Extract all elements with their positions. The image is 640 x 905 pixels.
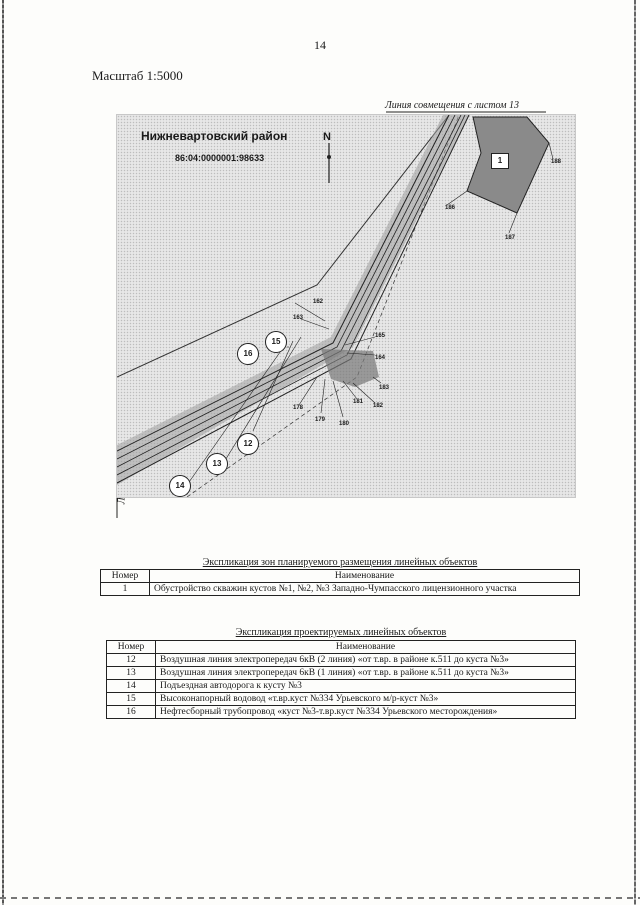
leader-line <box>301 319 329 329</box>
scan-edge-bottom <box>0 897 640 899</box>
point-label: 181 <box>353 399 364 405</box>
corridor-line <box>117 115 461 467</box>
point-label: 180 <box>339 421 350 427</box>
page-number: 14 <box>314 38 326 52</box>
leader-line <box>299 377 317 405</box>
column-header: Номер <box>101 570 150 583</box>
object-marker: 13 <box>206 453 228 475</box>
north-label: N <box>323 131 331 143</box>
point-label: 162 <box>313 299 324 305</box>
row-number: 12 <box>107 654 156 667</box>
leader-line <box>549 143 553 159</box>
scan-edge-left <box>2 0 4 905</box>
point-label: 165 <box>375 333 386 339</box>
table-row <box>101 583 580 596</box>
row-name: Обустройство скважин кустов №1, №2, №3 Западно-Чумпасского лицензионного участка <box>150 583 580 596</box>
row-number: 16 <box>107 706 156 719</box>
column-header: Наименование <box>156 641 576 654</box>
leader-line <box>447 191 467 205</box>
cadastral-number: 86:04:0000001:98633 <box>175 153 265 163</box>
object-marker: 15 <box>265 331 287 353</box>
table-row <box>107 654 576 667</box>
leader-line <box>321 379 325 413</box>
point-label: 182 <box>373 403 384 409</box>
point-label: 187 <box>505 235 516 241</box>
leader-line <box>373 377 381 383</box>
north-arrow-dot <box>327 155 331 159</box>
zones-table <box>100 569 580 596</box>
row-number: 1 <box>101 583 150 596</box>
leader-line <box>333 381 343 417</box>
table-row <box>107 667 576 680</box>
table-row <box>107 706 576 719</box>
corridor-line <box>117 115 449 451</box>
point-label: 183 <box>379 385 390 391</box>
point-label: 164 <box>375 355 386 361</box>
table-header-row <box>101 570 580 583</box>
objects-table <box>106 640 576 719</box>
object-marker: 16 <box>237 343 259 365</box>
zones-table-caption: Экспликация зон планируемого размещения линейных объектов <box>202 557 478 568</box>
row-name: Подъездная автодорога к кусту №3 <box>156 680 576 693</box>
point-label: 186 <box>445 205 456 211</box>
table-row <box>107 680 576 693</box>
point-label: 178 <box>293 405 304 411</box>
site-plan-map <box>116 114 576 498</box>
row-number: 13 <box>107 667 156 680</box>
sheet-link-top: Линия совмещения с листом 13 <box>385 100 520 111</box>
objects-table-caption: Экспликация проектируемых линейных объектов <box>235 627 447 638</box>
leader-line <box>509 213 517 233</box>
object-marker: 12 <box>237 433 259 455</box>
point-label: 188 <box>551 159 562 165</box>
point-label: 163 <box>293 315 304 321</box>
corridor-line <box>117 115 455 459</box>
scale-label: Масштаб 1:5000 <box>92 68 183 83</box>
district-label: Нижневартовский район <box>141 129 288 143</box>
column-header: Номер <box>107 641 156 654</box>
table-header-row <box>107 641 576 654</box>
row-name: Высоконапорный водовод «т.вр.куст №334 Урьевского м/р-куст №3» <box>156 693 576 706</box>
point-label: 179 <box>315 417 326 423</box>
row-name: Воздушная линия электропередач 6кВ (2 линия) «от т.вр. в районе к.511 до куста №3» <box>156 654 576 667</box>
row-name: Воздушная линия электропередач 6кВ (1 линия) «от т.вр. в районе к.511 до куста №3» <box>156 667 576 680</box>
map-drawing <box>117 115 575 497</box>
object-marker: 14 <box>169 475 191 497</box>
scan-edge-right <box>634 0 636 905</box>
corridor-band <box>117 115 469 485</box>
row-number: 15 <box>107 693 156 706</box>
table-row <box>107 693 576 706</box>
column-header: Наименование <box>150 570 580 583</box>
row-number: 14 <box>107 680 156 693</box>
zone-number: 1 <box>491 153 509 169</box>
row-name: Нефтесборный трубопровод «куст №3-т.вр.куст №334 Урьевского месторождения» <box>156 706 576 719</box>
